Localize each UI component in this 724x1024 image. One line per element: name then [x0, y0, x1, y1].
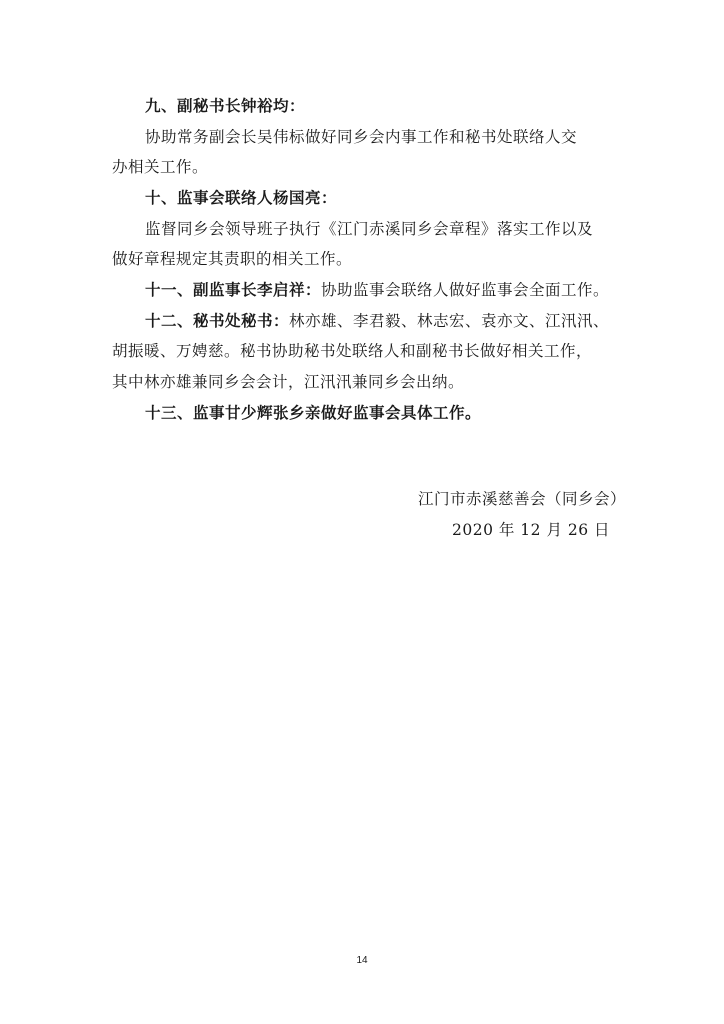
- page-number: 14: [356, 955, 368, 966]
- item9-heading: 九、副秘书长钟裕均：: [145, 97, 306, 115]
- item9-text-line1: 协助常务副会长吴伟标做好同乡会内事工作和秘书处联络人交: [145, 128, 578, 146]
- item9-text-line2: 办相关工作。: [112, 158, 209, 176]
- signature-organization: 江门市赤溪慈善会（同乡会）: [418, 490, 627, 508]
- item11-heading: 十一、副监事长李启祥：: [145, 281, 322, 299]
- item11-text: 协助监事会联络人做好监事会全面工作。: [321, 281, 610, 299]
- item13-heading: 十三、监事甘少辉张乡亲做好监事会具体工作。: [145, 404, 482, 422]
- item11-paragraph: [0, 278, 724, 302]
- item12-heading: 十二、秘书处秘书：: [145, 312, 290, 330]
- item10-text-line2: 做好章程规定其责职的相关工作。: [112, 250, 353, 268]
- item12-text-line3: 其中林亦雄兼同乡会会计，江汛汛兼同乡会出纳。: [112, 373, 465, 391]
- signature-date: 2020 年 12 月 26 日: [452, 521, 611, 539]
- item10-text-line1: 监督同乡会领导班子执行《江门赤溪同乡会章程》落实工作以及: [145, 220, 594, 238]
- item12-text-line1: 林亦雄、李君毅、林志宏、袁亦文、江汛汛、: [289, 312, 610, 330]
- item12-text-line2: 胡振暖、万娉慈。秘书协助秘书处联络人和副秘书长做好相关工作，: [112, 342, 593, 360]
- item12-paragraph: [0, 309, 724, 333]
- item10-heading: 十、监事会联络人杨国亮：: [145, 189, 338, 207]
